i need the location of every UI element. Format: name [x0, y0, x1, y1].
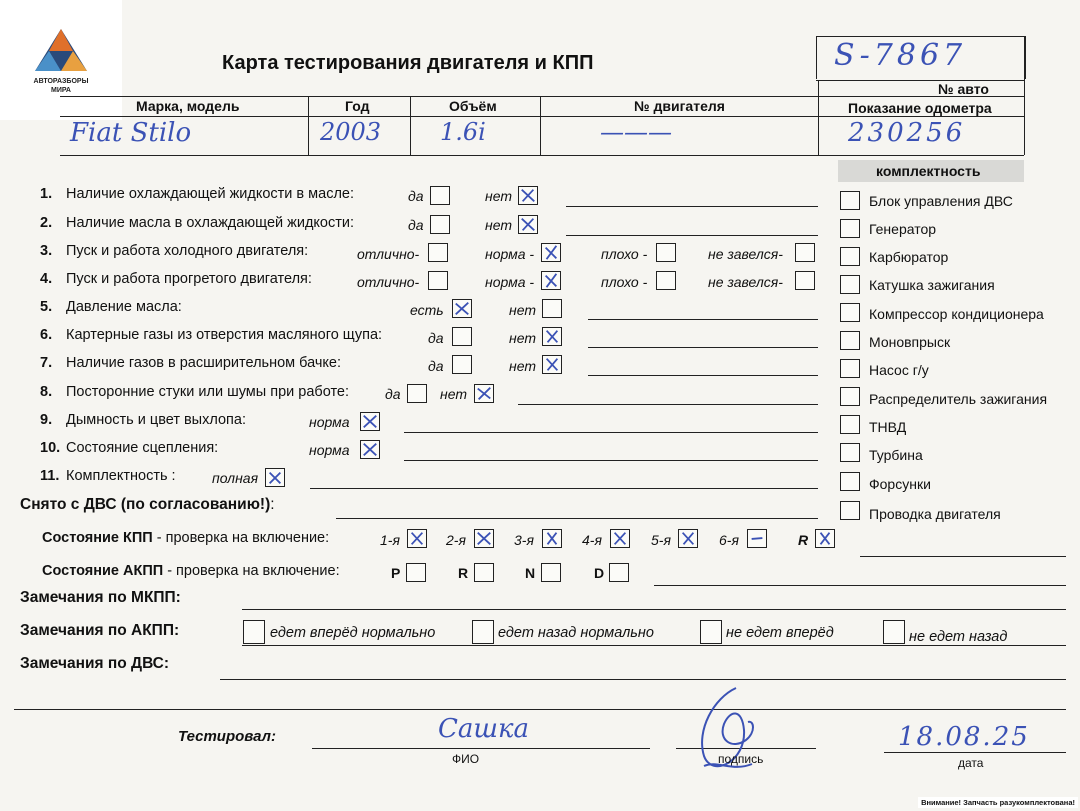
akpp-gear-checkbox[interactable] [406, 563, 426, 582]
question-number: 4. [40, 271, 53, 287]
option-label: не завелся- [708, 246, 783, 262]
answer-line [566, 235, 818, 236]
option-checkbox[interactable] [428, 271, 448, 290]
kit-checkbox[interactable] [840, 387, 860, 406]
option-label: не завелся- [708, 274, 783, 290]
option-label: отлично- [357, 246, 420, 262]
logo-name: АВТОРАЗБОРЫ [33, 78, 89, 85]
option-checkbox[interactable] [407, 384, 427, 403]
option-checkbox[interactable] [452, 355, 472, 374]
kit-checkbox[interactable] [840, 303, 860, 322]
answer-line [588, 347, 818, 348]
option-checkbox[interactable] [430, 215, 450, 234]
option-label: отлично- [357, 274, 420, 290]
answer-line [518, 404, 818, 405]
dash-mark-icon [748, 530, 766, 547]
akpp-gear-checkbox[interactable] [541, 563, 561, 582]
gear-label: 2-я [446, 532, 466, 548]
check-mark-icon [542, 244, 560, 261]
check-mark-icon [611, 530, 629, 547]
gear-checkbox-checked[interactable] [678, 529, 698, 548]
question-text: Пуск и работа холодного двигателя: [66, 243, 309, 259]
mkpp-label-b: - проверка на включение: [152, 530, 330, 546]
kit-item: Проводка двигателя [869, 506, 1001, 522]
date-line [884, 752, 1066, 753]
check-mark-icon [519, 187, 537, 204]
gear-label: 5-я [651, 532, 671, 548]
akpp-notes-line [242, 645, 1066, 646]
check-mark-icon [266, 469, 284, 486]
kit-checkbox[interactable] [840, 331, 860, 350]
date-label: дата [958, 756, 984, 770]
option-label: нет [509, 330, 536, 346]
check-mark-icon [543, 356, 561, 373]
option-label: нет [509, 302, 536, 318]
answer-line [404, 460, 818, 461]
header-sep-4 [818, 80, 819, 155]
kit-item: Насос г/у [869, 362, 929, 378]
check-mark-icon [475, 530, 493, 547]
model-value: Fiat Stilo [70, 118, 192, 148]
kit-item: Катушка зажигания [869, 277, 995, 293]
option-label: да [385, 386, 401, 402]
engine-no-value: ——— [600, 118, 672, 146]
question-text: Посторонние стуки или шумы при работе: [66, 384, 350, 400]
year-value: 2003 [320, 118, 382, 146]
fio-label: ФИО [452, 752, 480, 766]
logo-emblem-icon [33, 27, 89, 73]
akpp-label-b: - проверка на включение: [163, 563, 340, 579]
kit-item: Генератор [869, 221, 937, 237]
dvs-notes-line-2 [14, 709, 1066, 710]
option-label: есть [410, 302, 444, 318]
mkpp-label-a: Состояние КПП [42, 530, 153, 546]
question-text: Картерные газы из отверстия масляного щупа: [66, 327, 383, 343]
kit-checkbox[interactable] [840, 472, 860, 491]
option-checkbox[interactable] [430, 186, 450, 205]
kit-checkbox[interactable] [840, 219, 860, 238]
answer-line [310, 488, 818, 489]
header-sep-1 [308, 96, 309, 155]
question-text: Наличие масла в охлаждающей жидкости: [66, 215, 354, 231]
kit-item: Турбина [869, 447, 923, 463]
kit-checkbox[interactable] [840, 275, 860, 294]
option-checkbox-checked[interactable] [265, 468, 285, 487]
option-label: нет [509, 358, 536, 374]
option-checkbox[interactable] [428, 243, 448, 262]
removed-label-a: Снято с ДВС [20, 496, 121, 513]
car-no-line [816, 80, 1024, 81]
option-checkbox-checked[interactable] [474, 384, 494, 403]
option-checkbox[interactable] [452, 327, 472, 346]
akpp-gear-label: N [525, 565, 536, 581]
doc-number: S-7867 [834, 38, 967, 73]
gear-checkbox-checked[interactable] [815, 529, 835, 548]
option-checkbox-checked[interactable] [518, 215, 538, 234]
akpp-option-label: не едет вперёд [726, 625, 834, 641]
fio-line [312, 748, 650, 749]
kit-checkbox[interactable] [840, 247, 860, 266]
mkpp-line [860, 556, 1066, 557]
question-text: Дымность и цвет выхлопа: [66, 412, 246, 428]
option-checkbox-checked[interactable] [360, 440, 380, 459]
question-number: 2. [40, 215, 53, 231]
option-checkbox-checked[interactable] [542, 355, 562, 374]
question-text: Состояние сцепления: [66, 440, 219, 456]
option-label: нет [440, 386, 467, 402]
question-number: 3. [40, 243, 53, 259]
kit-checkbox[interactable] [840, 191, 860, 210]
akpp-option-checkbox[interactable] [243, 620, 265, 644]
answer-line [588, 375, 818, 376]
akpp-gear-checkbox[interactable] [609, 563, 629, 582]
option-checkbox[interactable] [795, 271, 815, 290]
akpp-label [42, 563, 340, 579]
option-checkbox[interactable] [542, 299, 562, 318]
make-model-label: Марка, модель [136, 98, 240, 114]
logo-sub: МИРА [51, 87, 71, 94]
header-bottom-line [60, 155, 1024, 156]
kit-item: Блок управления ДВС [869, 193, 1013, 209]
kit-item: Моновпрыск [869, 334, 951, 350]
removed-label-c: : [270, 496, 275, 513]
mkpp-notes-label: Замечания по МКПП: [20, 589, 181, 606]
mkpp-notes-line [242, 609, 1066, 610]
option-checkbox-checked[interactable] [518, 186, 538, 205]
engine-no-label: № двигателя [634, 98, 725, 114]
question-number: 1. [40, 186, 53, 202]
check-mark-icon [543, 328, 561, 345]
kit-item: ТНВД [869, 419, 907, 435]
dvs-notes-label: Замечания по ДВС: [20, 655, 170, 672]
year-label: Год [345, 98, 370, 114]
option-checkbox[interactable] [795, 243, 815, 262]
answer-line [566, 206, 818, 207]
question-number: 9. [40, 412, 53, 428]
kit-item: Форсунки [869, 476, 931, 492]
car-no-label: № авто [938, 81, 989, 97]
akpp-gear-checkbox[interactable] [474, 563, 494, 582]
dvs-notes-line-1 [220, 679, 1066, 680]
tested-label: Тестировал: [178, 728, 276, 745]
kit-item: Компрессор кондиционера [869, 306, 1044, 322]
gear-checkbox-checked[interactable] [542, 529, 562, 548]
gear-label: R [798, 532, 809, 548]
akpp-line [654, 585, 1066, 586]
date-value: 18.08.25 [898, 722, 1030, 752]
check-mark-icon [679, 530, 697, 547]
gear-checkbox-checked[interactable] [407, 529, 427, 548]
option-label: норма - [485, 274, 535, 290]
option-label: плохо - [601, 274, 648, 290]
option-label: нет [485, 217, 512, 233]
removed-label [20, 496, 275, 514]
tester-name-value: Сашка [438, 714, 530, 744]
option-label: норма [309, 414, 350, 430]
question-number: 5. [40, 299, 53, 315]
removed-label-b: (по согласованию!) [120, 496, 271, 513]
option-checkbox-checked[interactable] [541, 271, 561, 290]
signature-label: подпись [718, 752, 764, 766]
mkpp-label [42, 530, 329, 546]
answer-line [588, 319, 818, 320]
check-mark-icon [408, 530, 426, 547]
kit-item: Распределитель зажигания [869, 391, 1048, 407]
option-label: да [428, 330, 444, 346]
question-number: 11. [40, 468, 60, 484]
option-label: нет [485, 188, 512, 204]
kit-checkbox[interactable] [840, 359, 860, 378]
check-mark-icon [519, 216, 537, 233]
akpp-option-checkbox[interactable] [472, 620, 494, 644]
header-sep-5 [1024, 36, 1025, 155]
gear-label: 3-я [514, 532, 534, 548]
akpp-notes-label: Замечания по АКПП: [20, 622, 180, 639]
check-mark-icon [816, 530, 834, 547]
option-label: да [408, 217, 424, 233]
header-top-line [60, 96, 1024, 97]
kit-title: комплектность [876, 163, 981, 179]
question-text: Давление масла: [66, 299, 182, 315]
check-mark-icon [542, 272, 560, 289]
akpp-gear-label: R [458, 565, 469, 581]
check-mark-icon [361, 441, 379, 458]
odometer-label: Показание одометра [848, 100, 992, 116]
option-label: полная [212, 470, 259, 486]
kit-checkbox[interactable] [840, 501, 860, 520]
gear-checkbox-checked[interactable] [610, 529, 630, 548]
question-text: Наличие газов в расширительном бачке: [66, 355, 342, 371]
question-text: Наличие охлаждающей жидкости в масле: [66, 186, 354, 202]
option-label: плохо - [601, 246, 648, 262]
kit-item: Карбюратор [869, 249, 949, 265]
question-text: Комплектность : [66, 468, 176, 484]
option-label: норма - [485, 246, 535, 262]
kit-checkbox[interactable] [840, 415, 860, 434]
question-number: 8. [40, 384, 53, 400]
question-number: 6. [40, 327, 53, 343]
question-text: Пуск и работа прогретого двигателя: [66, 271, 312, 287]
akpp-option-checkbox[interactable] [883, 620, 905, 644]
akpp-gear-label: P [391, 565, 401, 581]
option-checkbox-checked[interactable] [452, 299, 472, 318]
logo-block [0, 0, 122, 120]
check-mark-icon [361, 413, 379, 430]
volume-value: 1.6i [440, 118, 486, 146]
akpp-option-label: едет вперёд нормально [270, 625, 436, 641]
option-checkbox-checked[interactable] [360, 412, 380, 431]
question-number: 7. [40, 355, 53, 371]
akpp-option-label: не едет назад [909, 629, 1008, 645]
option-label: да [408, 188, 424, 204]
volume-label: Объём [449, 98, 497, 114]
question-number: 10. [40, 440, 61, 456]
header-sep-3 [540, 96, 541, 155]
page-title: Карта тестирования двигателя и КПП [222, 52, 594, 74]
gear-label: 6-я [719, 532, 739, 548]
gear-label: 4-я [582, 532, 602, 548]
akpp-option-checkbox[interactable] [700, 620, 722, 644]
gear-label: 1-я [380, 532, 400, 548]
option-checkbox-checked[interactable] [541, 243, 561, 262]
footer-note: Внимание! Запчасть разукомплектована! [918, 797, 1078, 808]
check-mark-icon [475, 385, 493, 402]
akpp-gear-label: D [594, 565, 605, 581]
option-checkbox-checked[interactable] [542, 327, 562, 346]
check-mark-icon [543, 530, 561, 547]
option-label: норма [309, 442, 350, 458]
akpp-label-a: Состояние АКПП [42, 563, 164, 579]
odometer-value: 230256 [848, 118, 966, 148]
removed-line [336, 518, 818, 519]
akpp-option-label: едет назад нормально [498, 625, 654, 641]
option-label: да [428, 358, 444, 374]
option-checkbox[interactable] [656, 243, 676, 262]
kit-checkbox[interactable] [840, 443, 860, 462]
gear-checkbox-dash[interactable] [747, 529, 767, 548]
gear-checkbox-checked[interactable] [474, 529, 494, 548]
option-checkbox[interactable] [656, 271, 676, 290]
header-sep-2 [410, 96, 411, 155]
header-mid-line [60, 116, 1024, 117]
check-mark-icon [453, 300, 471, 317]
answer-line [404, 432, 818, 433]
